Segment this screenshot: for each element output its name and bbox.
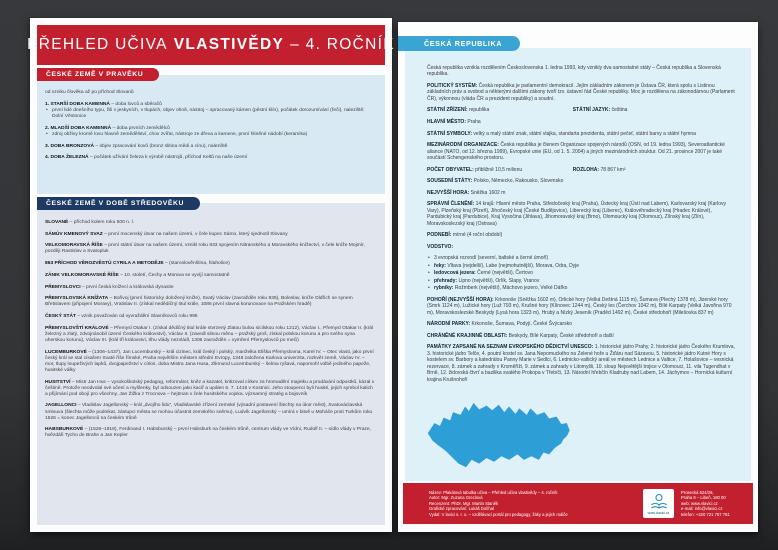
cr-nejvyssi-hora xyxy=(427,190,737,196)
cr-value: 14 krajů: Hlavní město Praha, Středočeský kraj (Praha), Ústecký kraj (Ústí nad Labem), Karlovarský kraj (Karlovy Vary), Plzeňský kraj (Plzeň), Jihočeský kraj (České Budějovice), Liberecký kraj (Liberec), Královéhradecký kraj (Hradec Králové), Pardubický kraj (Pardubice), Kraj Vysočina (Jihlava), Jihomoravský kraj (Brno), Olomoucký kraj (Olomouc), Zlínský kraj (Zlín), Moravskoslezský kraj (Ostrava) xyxy=(427,201,726,227)
cr-spravni-cleneni xyxy=(427,201,737,227)
history-entry xyxy=(45,380,375,398)
cr-narodni-parky xyxy=(427,321,737,327)
era-item-mladsi-doba-kamenna xyxy=(45,126,375,138)
section-header-praveku: ČESKÉ ZEMĚ V PRAVĚKU xyxy=(37,68,159,81)
footer-credit-line: Grafické zpracování: Lukáš Dolíhal xyxy=(429,506,494,512)
cr-value: 1. historické jádro Prahy, 2. historické jádro Českého Krumlova, 3. historické jádro Telče, 4. poutní kostel sv. Jana Nepomuckého na Zelené hoře u Žďáru nad Sázavou, 5. historické jádro Kutné Hory s kostelem sv. Barbory a katedrálou Panny Marie v Sedlci, 6. Lednicko-valtický areál ve městech Lednice a Valtice, 7. Holašovice – vesnická rezervace, 8. zámek a zahrady v Kroměříži, 9. zámek a zahrady v Litomyšli, 10. sloup Nejsvětější trojice v Olomouci, 11. vila Tugendhat v Brně, 12. židovská čtvrť a bazilika svatého Prokopa v Třebíči, 13. Národní hřebčín Kladruby nad Labem, 14. Jáchymov – Hornická kulturní krajina Krušnohoří xyxy=(427,344,735,383)
entry-text: – (staroslověnština, hlaholice) xyxy=(165,261,230,267)
cr-rozloha xyxy=(573,167,626,173)
page-title xyxy=(27,25,395,65)
history-entry xyxy=(45,232,375,238)
section-panel-stredoveku xyxy=(37,203,385,525)
history-entry xyxy=(45,427,375,439)
cr-label: STÁTNÍ SYMBOLY: xyxy=(427,130,473,137)
cr-value: mírné (4 roční období) xyxy=(452,232,503,239)
vodstvo-bullet xyxy=(427,263,737,269)
cr-value: Beskydy, Bílé Karpaty, České středohoří a další xyxy=(508,332,614,339)
left-page xyxy=(27,18,395,532)
cr-value: Česká republika je členem Organizace spojených národů (OSN, od 19. ledna 1993), Severoatlantické aliance (NATO, od 12. března 1999), Evropské unie (EU, od 1. 5. 2004) a jiných mezinárodních struktur. Od 21. prosince 2007 je také součástí Schengenského prostoru. xyxy=(427,142,725,161)
praveku-intro: od vzniku člověka až po příchod Slovanů xyxy=(45,90,134,95)
history-entry xyxy=(45,296,375,308)
cr-row-zrizeni-jazyk xyxy=(427,107,737,119)
section-panel-praveku xyxy=(37,75,385,194)
era-term: 3. DOBA BRONZOVÁ xyxy=(45,143,94,149)
entry-term: HUSITSTVÍ xyxy=(45,379,71,385)
entry-term: LUCEMBURKOVÉ xyxy=(45,349,87,355)
vodstvo-bullet-term: řeky: xyxy=(434,262,446,269)
cr-intro-text: Česká republika vznikla rozdělením Československa 1. ledna 1993, kdy vznikly dva samostatné státy – Česká republika a Slovenská republika. xyxy=(427,65,721,78)
entry-text: – Mistr Jan Hus – vysokoškolský pedagog, reformátor, kněz a kazatel, kritizoval církev za hromadění majetku a prodávání odpustků, kázal v češtině. Protože neodvolal své učení a myšlenky, byl odsouzen jako kacíř a upálen 6. 7. 1415 v Kostnici. Jeho stoupenci byli husité, jejich symbol kalich a přijímání pod obojí pro všechny. Jan Žižka z Trocnova – hejtman v čele husitského vojska, významný stratég a bojovník xyxy=(45,379,375,397)
cr-value: 78 867 km² xyxy=(600,166,626,173)
cr-pamatky-unesco xyxy=(427,344,737,382)
era-bullet: • první lidé dnešního typu, žili v jeskyních, v tlupách, objev ohně, nástroj – opracovaný kámen (pěstní klín), počátek dorozumívání (řeči), naleziště: Dolní Věstonice xyxy=(45,108,375,120)
cr-politicky-system xyxy=(427,83,737,102)
footer-address xyxy=(681,490,747,517)
history-entry xyxy=(45,285,375,291)
entry-term: ČESKÝ STÁT xyxy=(45,314,76,319)
title-suffix: – 4. ROČNÍK xyxy=(290,36,395,53)
cr-label: STÁTNÍ ZŘÍZENÍ: xyxy=(427,107,468,114)
era-item-doba-zelezna xyxy=(45,155,375,161)
cr-intro xyxy=(427,65,737,78)
cr-vodstvo xyxy=(427,244,737,297)
cr-label: ROZLOHA: xyxy=(572,166,600,173)
cr-statni-zrizeni xyxy=(427,107,573,113)
cr-hlavni-mesto xyxy=(427,119,737,125)
cr-label: NEJVYŠŠÍ HORA: xyxy=(427,189,470,196)
footer-credit-line: Název: Plakátová tabulka učiva – Přehled učiva vlastivědy – 4. ročník xyxy=(429,489,558,495)
cr-label: PODNEBÍ: xyxy=(427,232,452,239)
entry-term: 863 PŘÍCHOD VĚROZVĚSTŮ CYRILA A METODĚJE xyxy=(45,261,164,267)
vodstvo-bullet-text: 3 evropská rozvodí (severní, baltské a černé úmoří) xyxy=(434,255,549,262)
era-text: – doba lovců a sběračů xyxy=(111,102,162,108)
section-panel-ceska-republika xyxy=(405,48,751,481)
entry-text: – 10. století, Čechy a Morava se vyvíjí samostatně xyxy=(120,272,230,278)
cr-value: Krkonoše (Sněžka 1602 m), Orlické hory (Velká Deštná 1115 m), Šumava (Plechý 1378 m), Jizerské hory (Smrk 1124 m), Lužické hory (Luž 793 m), Krušné hory (Klínovec 1244 m), Český les (Čerchov 1042 m), Bílé Karpaty (Velká Javořina 970 m), Moravskoslezské Beskydy (Lysá hora 1323 m), Hrubý a Nízký Jeseník (Praděd 1492 m), České středohoří (Milešovka 837 m) xyxy=(427,296,732,316)
cr-podnebi xyxy=(427,232,737,238)
footer-address-line: telefon: +420 721 757 761 xyxy=(681,511,730,517)
era-term: 1. STARŠÍ DOBA KAMENNÁ xyxy=(45,102,110,108)
vodstvo-bullet-text: Černé (největší), Čertovo xyxy=(477,270,533,277)
cr-label: HLAVNÍ MĚSTO: xyxy=(427,119,466,125)
cr-label: MEZINÁRODNÍ ORGANIZACE: xyxy=(427,142,499,149)
vlavici-logo xyxy=(643,489,674,518)
cr-label: SOUSEDNÍ STÁTY: xyxy=(427,178,473,185)
publisher-footer xyxy=(403,483,753,524)
cr-label: PAMÁTKY ZAPSANÉ NA SEZNAM EVROPSKÉHO DĚDICTVÍ UNESCO: xyxy=(427,344,594,351)
history-entry xyxy=(45,243,375,255)
vlavici-logo-url: www.vlavici.cz xyxy=(647,510,670,515)
entry-term: SLOVANÉ xyxy=(45,220,69,225)
era-term: 2. MLADŠÍ DOBA KAMENNÁ xyxy=(45,125,112,131)
entry-text: – první česká knížecí a královská dynastie xyxy=(81,284,174,290)
cr-mezinarodni-organizace xyxy=(427,142,737,161)
cr-value: Sněžka 1602 m xyxy=(470,189,506,196)
history-entry xyxy=(45,350,375,374)
footer-credits xyxy=(429,490,643,517)
cr-row-obyvatel-rozloha xyxy=(427,167,737,179)
entry-term: PŘEMYSLOVCI xyxy=(45,284,81,290)
era-bullet: • zdroj obživy kromě lovu hlavně zemědělství, chov zvířat, nástroje ze dřeva a kamene, první hliněné nádobí (keramika) xyxy=(45,132,375,138)
entry-text: – vznik považován od vyvraždění Slavníkovců roku 995 xyxy=(77,314,198,319)
entry-term: SÁMŮV KMENOVÝ SVAZ xyxy=(45,231,103,237)
footer-address-line: e-mail: info@vlavici.cz xyxy=(681,506,723,512)
section-header-stredoveku: ČESKÉ ZEMĚ V DOBĚ STŘEDOVĚKU xyxy=(37,197,200,210)
entry-term: PŘEMYSLOVŠTÍ KRÁLOVÉ xyxy=(45,325,109,331)
cr-sousedni-staty xyxy=(427,178,737,184)
cr-value: velký a malý státní znak, státní vlajka, standarta prezidenta, státní pečeť, státní barvy a státní hymna xyxy=(473,130,696,137)
vodstvo-bullet xyxy=(427,285,737,291)
cr-value: čeština xyxy=(611,107,628,114)
entry-term: HABSBURKOVÉ xyxy=(45,427,84,433)
history-entry xyxy=(45,273,375,279)
footer-address-line: web: www.vlavici.cz xyxy=(681,500,718,506)
cr-pohori xyxy=(427,297,737,316)
history-entry xyxy=(45,314,375,320)
cr-value: Polsko, Německo, Rakousko, Slovensko xyxy=(473,178,564,185)
entry-text: – Přemysl Otakar I. (získal dědičný titul krále stvrzený Zlatou bulou sicilskou roku 1212), Václav I., Přemysl Otakar II. (král železný a zlatý, zdvojnásobil území Českého království), Václav II. (zavedl silnou měnu – pražský groš, získal polskou korunu a pro svého syna uherskou korunu), Václav III. (král tří království, tíhu vlády nezvládl, 1306 zavražděn = vymření Přemyslovců po meči) xyxy=(45,325,374,343)
history-entry xyxy=(45,326,375,344)
vlavici-logo-icon xyxy=(648,493,670,511)
cr-label: STÁTNÍ JAZYK: xyxy=(572,107,611,114)
era-item-doba-bronzova xyxy=(45,144,375,150)
cr-label: POČET OBYVATEL: xyxy=(427,166,474,173)
vodstvo-bullet-term: rybníky: xyxy=(434,285,454,292)
title-prefix: PŘEHLED UČIVA xyxy=(27,36,168,53)
history-entry xyxy=(45,403,375,421)
vodstvo-bullet xyxy=(427,255,737,261)
footer-credit-line: Vydal: V lavici s. r. o. – vzdělávací portál pro pedagogy, žáky a jejich rodiče xyxy=(429,511,568,517)
cr-chranene-oblasti xyxy=(427,333,737,339)
era-text: – počátek užívání železa k výrobě nástrojů, příchod Keltů na naše území xyxy=(89,155,248,161)
history-entry xyxy=(45,261,375,267)
cr-value: Krkonoše, Šumava, Podyjí, České Švýcarsko xyxy=(471,321,572,328)
era-term: 4. DOBA ŽELEZNÁ xyxy=(45,155,89,161)
entry-text: – první mocenský útvar na našem území, v čele kupec Sámo, který sjednotil Slovany xyxy=(104,231,288,237)
era-item-starsi-doba-kamenna xyxy=(45,102,375,120)
vodstvo-bullet-term: přehrady: xyxy=(434,277,458,284)
cr-label: CHRÁNĚNÉ KRAJINNÉ OBLASTI: xyxy=(427,332,508,339)
entry-text: – (1526–1918), Ferdinand I. Habsburský – první Habsburk na českém trůně, centrum vlády ve Vídni, Rudolf II. – sídlo vlády v Praze, hvězdáři Tycho de Brahe a Jan Kepler xyxy=(45,427,371,439)
title-bold: VLASTIVĚDY xyxy=(173,36,285,53)
cr-value: republika xyxy=(468,107,490,114)
vodstvo-bullet-text: Lipno (největší), Orlík, Slapy, Vranov xyxy=(458,277,540,284)
cr-label: SPRÁVNÍ ČLENĚNÍ: xyxy=(427,201,475,208)
cr-label: NÁRODNÍ PARKY: xyxy=(427,321,471,328)
entry-term: JAGELLONCI xyxy=(45,403,77,409)
cr-vodstvo-label xyxy=(427,244,737,250)
footer-address-line: Prosecká 524/26, xyxy=(681,489,714,495)
era-text: – doba prvních zemědělců xyxy=(112,125,170,131)
cr-label: POHOŘÍ (NEJVYŠŠÍ HORA): xyxy=(427,296,494,303)
vodstvo-bullet-text: Rožmberk (největší), Máchovo jezero, Velké Dářko xyxy=(454,285,568,292)
cr-value: přibližně 10,5 milionu xyxy=(475,166,523,173)
footer-credit-line: Autor: Mgr. Zuzana Greclová xyxy=(429,495,483,501)
entry-text: – Bořivoj (první historicky doložený kníže), Svatý Václav (zavražděn roku 935), Boleslav, kníže Oldřich se synem Břetislavem (připojení Moravy), Vratislav II. (získal nedědičný titul krále, 1086 první slavná korunovace na Pražském hradě) xyxy=(45,296,353,308)
entry-text: – Vladislav Jagellonský – král „dvojího lidu“, Vladislavské zřízení zemské (výsadní postavení šlechty na úkor měst), Svatováclavská smlouva (šlechta může podnikat, zástupci města se mohou účastnit zemského sněmu), Ludvík Jagellonský – umírá v bitvě u Moháče proti Turkům roku 1526 = konec Jagellonců na českém trůně xyxy=(45,403,373,421)
right-page xyxy=(398,22,758,532)
cr-value: Praha xyxy=(467,119,481,125)
vodstvo-bullet-text: Vltava (nejdelší), Labe (nejmohutnější), Morava, Odra, Dyje xyxy=(447,262,580,269)
cr-pocet-obyvatel xyxy=(427,167,573,173)
section-header-ceska-republika: ČESKÁ REPUBLIKA xyxy=(398,36,520,51)
cr-value: Česká republika je parlamentní demokracií. Jejím základním zákonem je Ústava ČR, která spolu s Listinou základních práv a svobod a některými dalšími zákony tvoří tzv. ústavní řád České republiky. Moc je rozdělena na zákonodárnou (Parlament ČR), výkonnou (vláda ČR a prezident republiky) a soudní. xyxy=(427,83,735,102)
cr-vodstvo-list xyxy=(427,255,737,291)
vodstvo-bullet-term: ledovcová jezera: xyxy=(434,270,476,277)
cr-statni-jazyk xyxy=(573,107,628,113)
entry-term: VELKOMORAVSKÁ ŘÍŠE xyxy=(45,243,103,249)
entry-text: – (1306–1437), Jan Lucemburský – král cizinec, král český i polský, manželka Eliška Přemyslovna, Karel IV. – Otec vlasti, jako první český král se stal císařem Svaté říše římské, Praha největším městem střední Evropy, 1348 založena Karlova univerzita, rozkvět země, Václav IV. – mor, tlupy loupeživých lapků, dvojpapežství v církvi, doba Mistra Jana Husa, Zikmund Lucemburský – šelma ryšavá, napomohl volbě jediného papeže, husitské války xyxy=(45,349,374,373)
cr-label: POLITICKÝ SYSTÉM: xyxy=(427,83,478,89)
footer-address-line: Praha 8 – Libeň, 180 00 xyxy=(681,495,726,501)
entry-text: – první státní útvar na našem území, vznikl roku 833 spojením Nitranského a Moravského knížectví, v čele kníže Mojmír, později Rastislav a Svatopluk xyxy=(45,243,365,255)
footer-credit-line: Recenzent: PhDr. Mgr. Martin Staněk xyxy=(429,500,499,506)
cr-label: VODSTVO: xyxy=(427,243,454,250)
entry-term: ZÁNIK VELKOMORAVSKÉ ŘÍŠE xyxy=(45,272,119,278)
czech-republic-map xyxy=(425,390,593,481)
era-text: – objev zpracování kovů (bronz slitina mědi a cínu), naleziště xyxy=(95,143,228,149)
cr-statni-symboly xyxy=(427,131,737,137)
history-entry xyxy=(45,220,375,226)
entry-text: – příchod kolem roku 500 n. l. xyxy=(69,220,135,225)
vodstvo-bullet xyxy=(427,278,737,284)
vodstvo-bullet xyxy=(427,270,737,276)
entry-term: PŘEMYSLOVSKÁ KNÍŽATA xyxy=(45,296,109,302)
